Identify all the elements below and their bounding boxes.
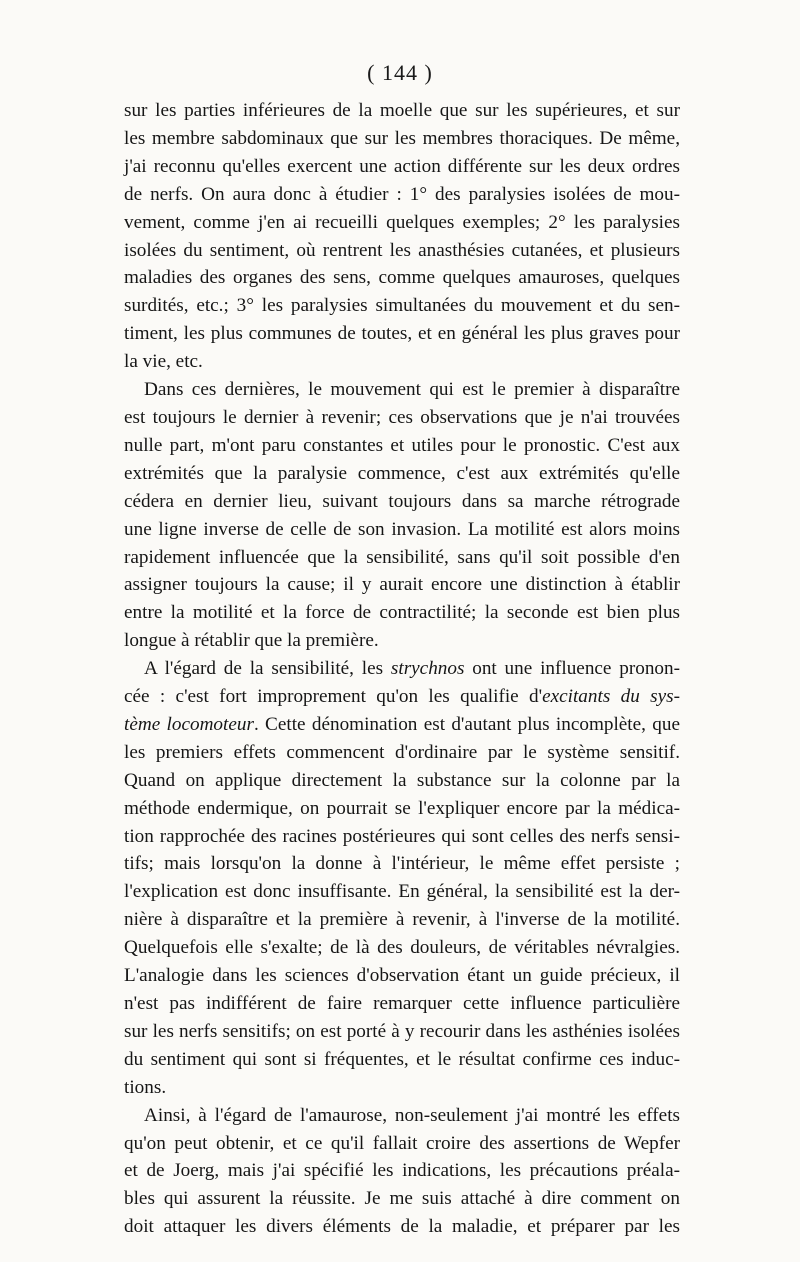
text-line: vement, comme j'en ai recueilli quelques exemples; 2° les paralysies bbox=[124, 211, 680, 233]
text-line: de nerfs. On aura donc à étudier : 1° des paralysies isolées de mou- bbox=[124, 183, 680, 205]
text-line: nière à disparaître et la première à revenir, à l'inverse de la motilité. bbox=[124, 909, 680, 931]
text-line: entre la motilité et la force de contractilité; la seconde est bien plus bbox=[124, 602, 680, 624]
text-line: j'ai reconnu qu'elles exercent une action différente sur les deux ordres bbox=[124, 155, 680, 177]
text-line: les premiers effets commencent d'ordinaire par le système sensitif. bbox=[124, 741, 680, 763]
paragraph-3 bbox=[124, 655, 680, 1102]
text-line: bles qui assurent la réussite. Je me suis attaché à dire comment on bbox=[124, 1188, 680, 1210]
text-line: nulle part, m'ont paru constantes et utiles pour le pronostic. C'est aux bbox=[124, 434, 680, 456]
text-line: cée : c'est fort improprement qu'on les qualifie d'excitants du sys- bbox=[124, 686, 680, 708]
paragraph-2 bbox=[124, 376, 680, 655]
text-line: maladies des organes des sens, comme quelques amauroses, quelques bbox=[124, 267, 680, 289]
text-line: et de Joerg, mais j'ai spécifié les indications, les précautions préala- bbox=[124, 1160, 680, 1182]
text-line: n'est pas indifférent de faire remarquer cette influence particulière bbox=[124, 993, 680, 1014]
text-line: tifs; mais lorsqu'on la donne à l'intérieur, le même effet persiste ; bbox=[124, 853, 680, 875]
text-line: tions. bbox=[124, 1076, 167, 1098]
text-line: A l'égard de la sensibilité, les strychnos ont une influence pronon- bbox=[144, 658, 680, 680]
text-line: rapidement influencée que la sensibilité, sans qu'il soit possible d'en bbox=[124, 546, 680, 568]
body-text bbox=[124, 97, 680, 1241]
text-line: tème locomoteur. Cette dénomination est d'autant plus incomplète, que bbox=[124, 713, 680, 735]
text-line: Quand on applique directement la substance sur la colonne par la bbox=[124, 769, 680, 791]
text-line: du sentiment qui sont si fréquentes, et le résultat confirme ces induc- bbox=[124, 1048, 680, 1070]
text-line: Ainsi, à l'égard de l'amaurose, non-seulement j'ai montré les effets bbox=[144, 1104, 680, 1126]
paragraph-1 bbox=[124, 97, 680, 376]
text-line: méthode endermique, on pourrait se l'expliquer encore par la médica- bbox=[124, 797, 680, 819]
text-line: extrémités que la paralysie commence, c'est aux extrémités qu'elle bbox=[124, 462, 680, 484]
text-line: assigner toujours la cause; il y aurait encore une distinction à établir bbox=[124, 574, 680, 596]
text-line: surdités, etc.; 3° les paralysies simultanées du mouvement et du sen- bbox=[124, 295, 680, 317]
text-line: Quelquefois elle s'exalte; de là des douleurs, de véritables névralgies. bbox=[124, 937, 680, 959]
text-line: est toujours le dernier à revenir; ces observations que je n'ai trouvées bbox=[124, 406, 680, 428]
text-line: la vie, etc. bbox=[124, 351, 203, 373]
text-line: Dans ces dernières, le mouvement qui est le premier à disparaître bbox=[144, 379, 680, 401]
text-line: sur les nerfs sensitifs; on est porté à y recourir dans les asthénies isolées bbox=[124, 1020, 680, 1042]
text-line: cédera en dernier lieu, suivant toujours dans sa marche rétrograde bbox=[124, 490, 680, 512]
text-line: isolées du sentiment, où rentrent les anasthésies cutanées, et plusieurs bbox=[124, 239, 680, 261]
text-line: une ligne inverse de celle de son invasion. La motilité est alors moins bbox=[124, 518, 680, 540]
text-line: qu'on peut obtenir, et ce qu'il fallait croire des assertions de Wepfer bbox=[124, 1132, 680, 1154]
text-line: timent, les plus communes de toutes, et en général les plus graves pour bbox=[124, 323, 680, 345]
text-line: doit attaquer les divers éléments de la maladie, et préparer par les bbox=[124, 1216, 680, 1238]
text-line: L'analogie dans les sciences d'observation étant un guide précieux, il bbox=[124, 965, 680, 987]
page-number: ( 144 ) bbox=[367, 60, 433, 85]
text-line: l'explication est donc insuffisante. En général, la sensibilité est la der- bbox=[124, 881, 680, 903]
text-line: sur les parties inférieures de la moelle que sur les supérieures, et sur bbox=[124, 100, 680, 121]
text-line: tion rapprochée des racines postérieures qui sont celles des nerfs sensi- bbox=[124, 825, 680, 847]
text-line: longue à rétablir que la première. bbox=[124, 630, 379, 652]
text-line: les membre sabdominaux que sur les membres thoraciques. De même, bbox=[124, 127, 680, 149]
paragraph-4 bbox=[124, 1102, 680, 1242]
